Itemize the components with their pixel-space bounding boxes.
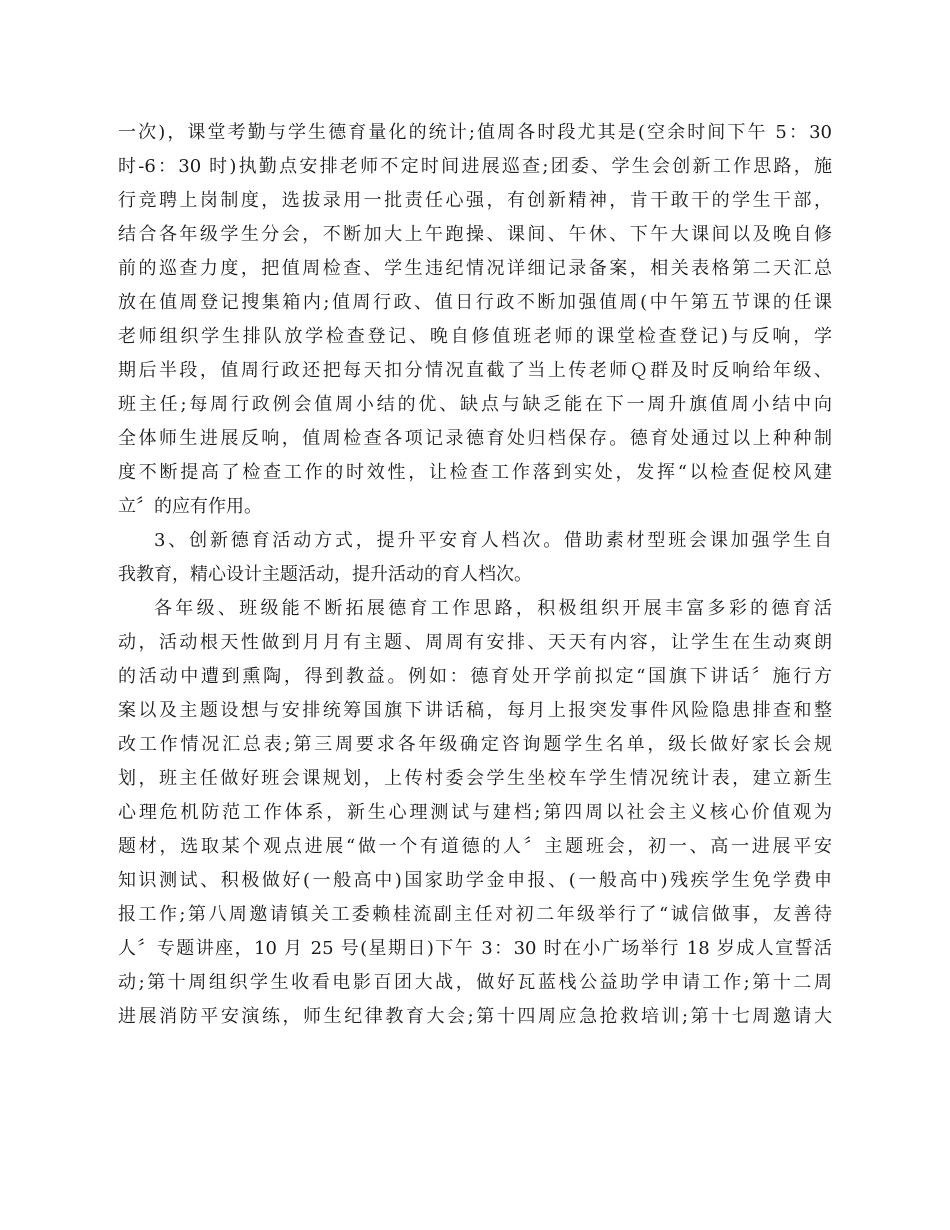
text-line: 一次)，课堂考勤与学生德育量化的统计;值周各时段尤其是(空余时间下午 5：30 (118, 122, 832, 143)
text-line: 立〞的应有作用。 (118, 496, 262, 517)
text-line: 人〞专题讲座，10 月 25 号(星期日)下午 3：30 时在小广场举行 18 岁成人宣誓活 (118, 938, 832, 959)
text-line: 题材，选取某个观点进展“做一个有道德的人〞主题班会，初一、高一进展平安 (118, 836, 832, 857)
text-line: 期后半段，值周行政还把每天扣分情况直截了当上传老师Ｑ群及时反响给年级、 (118, 360, 832, 381)
text-line: 我教育，精心设计主题活动，提升活动的育人档次。 (118, 564, 532, 585)
text-line: 3、创新德育活动方式，提升平安育人档次。借助素材型班会课加强学生自 (154, 530, 832, 551)
text-line: 放在值周登记搜集箱内;值周行政、值日行政不断加强值周(中午第五节课的任课 (118, 292, 832, 313)
text-line: 时-6：30 时)执勤点安排老师不定时间进展巡查;团委、学生会创新工作思路，施 (118, 156, 832, 177)
text-line: 知识测试、积极做好(一般高中)国家助学金申报、(一般高中)残疾学生免学费申 (118, 870, 832, 891)
text-line: 老师组织学生排队放学检查登记、晚自修值班老师的课堂检查登记)与反响，学 (118, 326, 832, 347)
text-line: 结合各年级学生分会，不断加大上午跑操、课间、午休、下午大课间以及晚自修 (118, 224, 832, 245)
text-line: 报工作;第八周邀请镇关工委赖桂流副主任对初二年级举行了“诚信做事，友善待 (118, 904, 832, 925)
text-line: 案以及主题设想与安排统筹国旗下讲话稿，每月上报突发事件风险隐患排查和整 (118, 700, 832, 721)
text-line: 划，班主任做好班会课规划，上传村委会学生坐校车学生情况统计表，建立新生 (118, 768, 832, 789)
text-line: 心理危机防范工作体系，新生心理测试与建档;第四周以社会主义核心价值观为 (118, 802, 832, 823)
text-line: 全体师生进展反响，值周检查各项记录德育处归档保存。德育处通过以上种种制 (118, 428, 832, 449)
text-line: 的活动中遭到熏陶，得到教益。例如：德育处开学前拟定“国旗下讲话〞施行方 (118, 666, 832, 687)
text-line: 动，活动根天性做到月月有主题、周周有安排、天天有内容，让学生在生动爽朗 (118, 632, 832, 653)
text-line: 班主任;每周行政例会值周小结的优、缺点与缺乏能在下一周升旗值周小结中向 (118, 394, 832, 415)
text-line: 度不断提高了检查工作的时效性，让检查工作落到实处，发挥“以检查促校风建 (118, 462, 832, 483)
text-line: 进展消防平安演练，师生纪律教育大会;第十四周应急抢救培训;第十七周邀请大 (118, 1006, 832, 1027)
text-line: 前的巡查力度，把值周检查、学生违纪情况详细记录备案，相关表格第二天汇总 (118, 258, 832, 279)
text-line: 动;第十周组织学生收看电影百团大战，做好瓦蓝栈公益助学申请工作;第十二周 (118, 972, 832, 993)
text-line: 各年级、班级能不断拓展德育工作思路，积极组织开展丰富多彩的德育活 (154, 598, 832, 619)
text-line: 行竞聘上岗制度，选拔录用一批责任心强，有创新精神，肯干敢干的学生干部， (118, 190, 832, 211)
text-line: 改工作情况汇总表;第三周要求各年级确定咨询题学生名单，级长做好家长会规 (118, 734, 832, 755)
